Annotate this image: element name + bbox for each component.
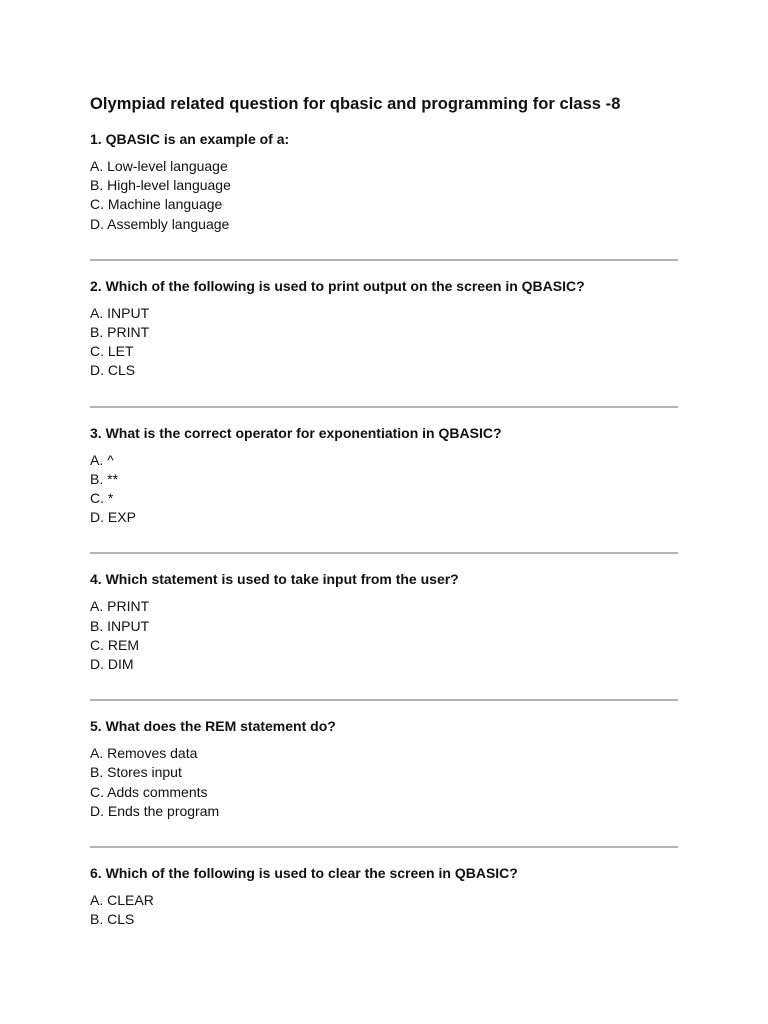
question-block-3 [90, 423, 678, 528]
option-a: A. CLEAR [90, 892, 154, 909]
option-d: D. CLS [90, 362, 136, 379]
question-block-2 [90, 276, 678, 381]
option-list [90, 304, 678, 381]
section-divider [90, 259, 678, 261]
question-text: 2. Which of the following is used to print output on the screen in QBASIC? [90, 277, 585, 294]
option-c: C. Machine language [90, 196, 223, 213]
option-list [90, 597, 678, 674]
option-d: D. Assembly language [90, 215, 230, 232]
section-divider [90, 406, 678, 408]
option-list [90, 157, 678, 234]
question-text: 3. What is the correct operator for exponentiation in QBASIC? [90, 424, 502, 441]
option-d: D. DIM [90, 656, 134, 673]
option-b: B. High-level language [90, 177, 231, 194]
option-list [90, 451, 678, 528]
question-block-6 [90, 863, 678, 929]
option-d: D. Ends the program [90, 802, 220, 819]
question-text: 6. Which of the following is used to clear the screen in QBASIC? [90, 865, 518, 882]
option-list [90, 891, 678, 929]
option-b: B. INPUT [90, 617, 150, 634]
option-list [90, 744, 678, 821]
question-block-4 [90, 569, 678, 674]
option-b: B. CLS [90, 911, 135, 928]
option-c: C. REM [90, 636, 139, 653]
question-text: 5. What does the REM statement do? [90, 718, 336, 735]
option-d: D. EXP [90, 509, 136, 526]
option-c: C. * [90, 490, 114, 507]
document-page [90, 93, 678, 929]
option-b: B. Stores input [90, 764, 182, 781]
option-b: B. PRINT [90, 324, 150, 341]
section-divider [90, 846, 678, 848]
option-a: A. Removes data [90, 745, 198, 762]
section-divider [90, 552, 678, 554]
question-block-5 [90, 716, 678, 821]
option-c: C. LET [90, 343, 134, 360]
option-a: A. ^ [90, 451, 114, 468]
question-text: 4. Which statement is used to take input from the user? [90, 571, 459, 588]
document-title: Olympiad related question for qbasic and programming for class -8 [90, 95, 621, 113]
option-a: A. Low-level language [90, 158, 228, 174]
option-a: A. PRINT [90, 598, 150, 615]
option-a: A. INPUT [90, 304, 150, 321]
question-block-1 [90, 129, 678, 234]
option-c: C. Adds comments [90, 783, 208, 800]
section-divider [90, 699, 678, 701]
option-b: B. ** [90, 470, 119, 487]
question-text: 1. QBASIC is an example of a: [90, 131, 290, 147]
